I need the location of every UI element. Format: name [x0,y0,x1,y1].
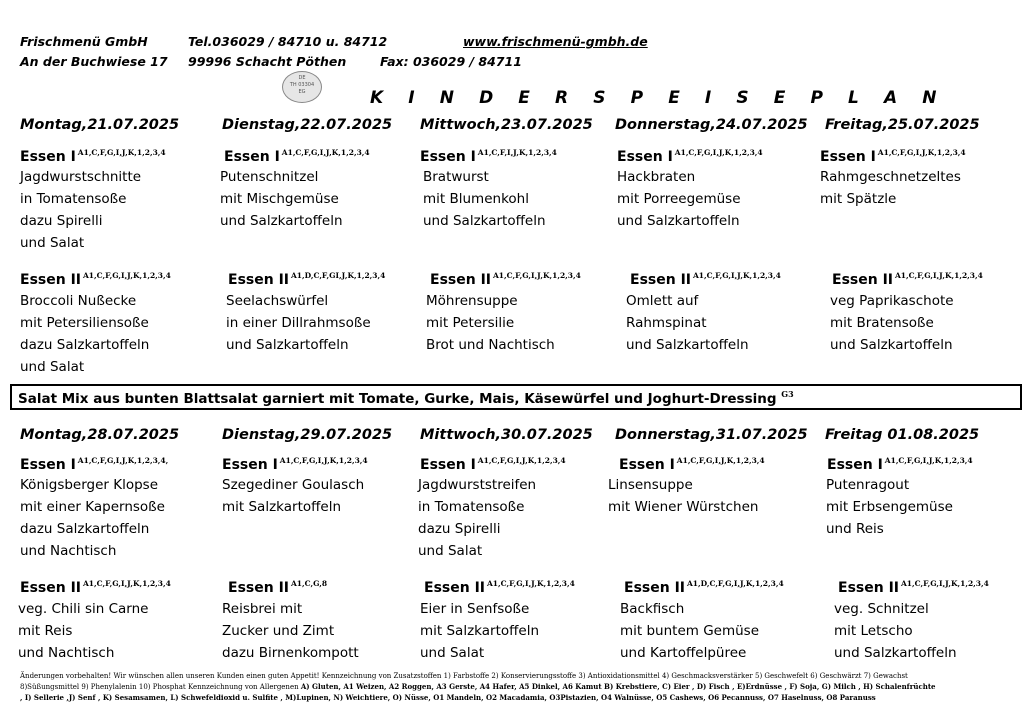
day-header: Donnerstag,24.07.2025 [615,117,808,133]
menu-1-dish: Jagdwurstschnitte in Tomatensoße dazu Spirelli und Salat [20,169,142,251]
phone-number: Tel.036029 / 84710 u. 84712 [188,34,388,49]
menu-2-dish: Backfisch mit buntem Gemüse und Kartoffelpüree [620,601,760,661]
menu-2-label: Essen II $^{A1,D,C,F,G,I,J,K,1,2,3,4}$ [624,579,784,596]
menu-1-label: Essen I $^{A1,C,F,G,I,J,K,1,2,3,4}$ [619,456,765,473]
menu-1-label: Essen I $^{A1,C,F,G,I,J,K,1,2,3,4}$ [827,456,973,473]
menu-2-dish: Omlett auf Rahmspinat und Salzkartoffeln [626,293,749,353]
menu-2-label: Essen II $^{A1,C,G,8}$ [228,579,328,596]
day-header: Dienstag,29.07.2025 [222,427,393,443]
menu-1-dish: Rahmgeschnetzeltes mit Spätzle [820,169,961,207]
day-header: Montag,21.07.2025 [20,117,180,133]
menu-2-dish: veg. Chili sin Carne mit Reis und Nachtisch [18,601,149,661]
menu-2-dish: Seelachswürfel in einer Dillrahmsoße und Salzkartoffeln [226,293,371,353]
menu-2-dish: Reisbrei mit Zucker und Zimt dazu Birnenkompott [222,601,359,661]
website-link[interactable]: www.frischmenü-gmbh.de [463,34,648,49]
menu-1-dish: Bratwurst mit Blumenkohl und Salzkartoffeln [423,169,546,229]
fax-number: Fax: 036029 / 84711 [380,54,522,69]
day-header: Mittwoch,23.07.2025 [420,117,593,133]
menu-1-label: Essen I $^{A1,C,F,G,I,J,K,1,2,3,4}$ [224,148,370,165]
menu-1-label: Essen I $^{A1,C,F,I,J,K,1,2,3,4}$ [420,148,557,165]
day-header: Dienstag,22.07.2025 [222,117,393,133]
day-header: Freitag,25.07.2025 [825,117,980,133]
menu-1-label: Essen I $^{A1,C,F,G,I,J,K,1,2,3,4}$ [617,148,763,165]
menu-2-label: Essen II $^{A1,C,F,G,I,J,K,1,2,3,4}$ [20,579,171,596]
menu-2-label: Essen II $^{A1,D,C,F,GI,J,K,1,2,3,4}$ [228,271,386,288]
day-header: Montag,28.07.2025 [20,427,180,443]
menu-2-dish: veg. Schnitzel mit Letscho und Salzkartoffeln [834,601,957,661]
menu-2-dish: Eier in Senfsoße mit Salzkartoffeln und Salat [420,601,540,661]
day-header: Mittwoch,30.07.2025 [420,427,593,443]
menu-1-label: Essen I $^{A1,C,F,G,I,J,K,1,2,3,4}$ [820,148,966,165]
menu-1-dish: Königsberger Klopse mit einer Kapernsoße dazu Salzkartoffeln und Nachtisch [20,477,165,559]
menu-1-label: Essen I $^{A1,C,F,G,I,J,K,1,2,3,4}$ [222,456,368,473]
menu-2-label: Essen II $^{A1,C,F,G,I,J,K,1,2,3,4}$ [630,271,781,288]
menu-1-dish: Linsensuppe mit Wiener Würstchen [608,477,759,515]
menu-2-label: Essen II $^{A1,C,F,G,I,J,K,1,2,3,4}$ [832,271,983,288]
menu-1-dish: Putenschnitzel mit Mischgemüse und Salzkartoffeln [220,169,343,229]
allergen-legend: Änderungen vorbehalten! Wir wünschen allen unseren Kunden einen guten Appetit! Kennzeichnung von Zusatzstoffen 1) Farbstoffe 2) Konservierungsstoffe 3) Antioxidationsmittel 4) Geschmacksverstärker 5) Geschwefelt 6) Geschwärzt 7) Gewachst 8)Süßungsmittel 9) Phenylalenin 10) Phosphat Kennzeichnung von Allergenen A) Gluten, A1 Weizen, A2 Roggen, A3 Gerste, A4 Hafer, A5 Dinkel, A6 Kamut B) Krebstiere, C) Eier , D) Fisch , E)Erdnüsse , F) Soja, G) Milch , H) Schalenfrüchte , I) Sellerie ,J) Senf , K) Sesamsamen, L) Schwefeldioxid u. Sulfite , M)Lupinen, N) Weichtiere, O) Nüsse, O1 Mandeln, O2 Macadamia, O3Pistazien, O4 Walnüsse, O5 Cashews, O6 Pecannuss, O7 Haselnuss, O8 Paranuss [20,672,936,702]
day-header: Freitag 01.08.2025 [825,427,980,443]
day-header: Donnerstag,31.07.2025 [615,427,808,443]
menu-1-label: Essen I $^{A1,C,F,G,I,J,K,1,2,3,4}$ [20,148,166,165]
certification-seal: DE TH 03304 EG [282,71,322,103]
menu-1-dish: Jagdwurststreifen in Tomatensoße dazu Spirelli und Salat [418,477,537,559]
street-address: An der Buchwiese 17 [20,54,168,69]
menu-2-label: Essen II $^{A1,C,F,G,I,J,K,1,2,3,4}$ [430,271,581,288]
menu-1-label: Essen I $^{A1,C,F,G,I,J,K,1,2,3,4}$ [420,456,566,473]
menu-1-dish: Putenragout mit Erbsengemüse und Reis [826,477,953,537]
menu-1-dish: Szegediner Goulasch mit Salzkartoffeln [222,477,365,515]
menu-2-label: Essen II $^{A1,C,F,G,I,J,K,1,2,3,4}$ [424,579,575,596]
menu-1-label: Essen I $^{A1,C,F,G,I,J,K,1,2,3,4,}$ [20,456,169,473]
menu-2-dish: veg Paprikaschote mit Bratensoße und Salzkartoffeln [830,293,954,353]
menu-2-dish: Möhrensuppe mit Petersilie Brot und Nachtisch [426,293,555,353]
menu-2-label: Essen II $^{A1,C,F,G,I,J,K,1,2,3,4}$ [838,579,989,596]
menu-1-dish: Hackbraten mit Porreegemüse und Salzkartoffeln [617,169,741,229]
page-title: K I N D E R S P E I S E P L A N [370,88,947,108]
company-name: Frischmenü GmbH [20,34,148,49]
city-address: 99996 Schacht Pöthen [188,54,347,69]
menu-2-label: Essen II $^{A1,C,F,G,I,J,K,1,2,3,4}$ [20,271,171,288]
salad-banner: Salat Mix aus bunten Blattsalat garniert mit Tomate, Gurke, Mais, Käsewürfel und Joghurt-Dressing $^{G3}$ [10,384,1022,410]
menu-2-dish: Broccoli Nußecke mit Petersiliensoße dazu Salzkartoffeln und Salat [20,293,150,375]
